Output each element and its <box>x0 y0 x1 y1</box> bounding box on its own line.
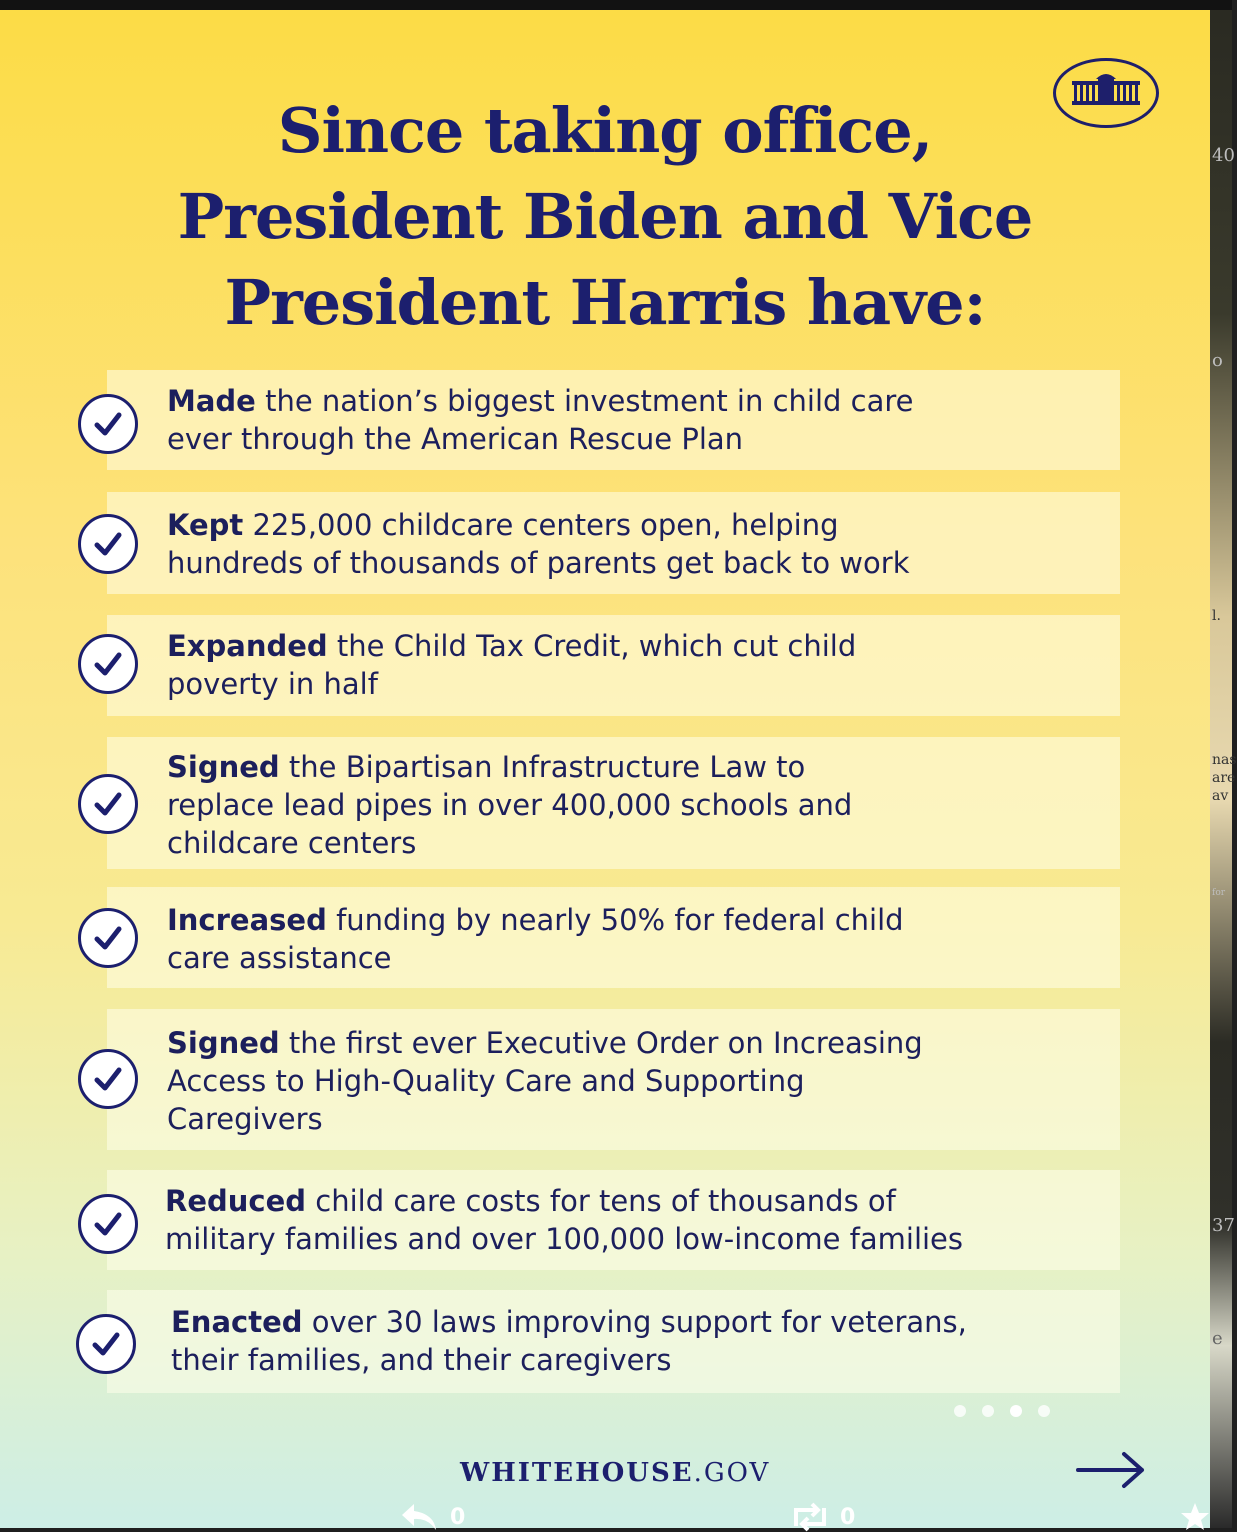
checkmark-icon <box>78 514 138 574</box>
item-text: Signed the Bipartisan Infrastructure Law to replace lead pipes in over 400,000 schools and childcare centers <box>167 750 853 860</box>
checkmark-icon <box>78 1049 138 1109</box>
item-lead: Kept <box>167 508 244 542</box>
item-lead: Signed <box>167 750 280 784</box>
star-icon <box>1180 1502 1210 1532</box>
title-line: President Biden and Vice <box>177 180 1033 253</box>
title-line: President Harris have: <box>224 266 986 339</box>
checkmark-icon <box>78 394 138 454</box>
checkmark-icon <box>78 634 138 694</box>
checkmark-icon <box>78 908 138 968</box>
item-text: Enacted over 30 laws improving support for veterans, their families, and their caregivers <box>171 1305 967 1377</box>
checkmark-icon <box>78 774 138 834</box>
carousel-dot[interactable] <box>1010 1405 1022 1417</box>
item-lead: Enacted <box>171 1305 303 1339</box>
item-text: Signed the first ever Executive Order on Increasing Access to High-Quality Care and Supporting Caregivers <box>167 1026 923 1136</box>
reply-button[interactable] <box>400 1502 465 1532</box>
list-item <box>107 615 1120 716</box>
list-item <box>107 1170 1120 1270</box>
reply-icon <box>400 1502 440 1532</box>
checkmark-icon <box>76 1314 136 1374</box>
carousel-dot[interactable] <box>1038 1405 1050 1417</box>
item-lead: Signed <box>167 1026 280 1060</box>
item-text: Reduced child care costs for tens of thousands of military families and over 100,000 low-income families <box>165 1184 964 1256</box>
item-text: Made the nation’s biggest investment in child care ever through the American Rescue Plan <box>167 384 914 456</box>
item-text: Kept 225,000 childcare centers open, helping hundreds of thousands of parents get back to work <box>167 508 910 580</box>
reply-count: 0 <box>450 1504 466 1530</box>
strip-fragment: o <box>1212 350 1223 371</box>
footer-url: WHITEHOUSE.GOV <box>460 1458 771 1488</box>
list-item <box>107 737 1120 869</box>
strip-fragment: 40 <box>1212 145 1235 166</box>
top-bar <box>0 0 1232 10</box>
strip-fragment: av <box>1212 788 1229 804</box>
strip-fragment: 37 <box>1212 1215 1235 1236</box>
item-lead: Made <box>167 384 256 418</box>
item-text: Expanded the Child Tax Credit, which cut child poverty in half <box>167 629 857 701</box>
strip-fragment: are <box>1212 770 1236 786</box>
list-item <box>107 887 1120 988</box>
list-item <box>107 1290 1120 1393</box>
page-title <box>100 88 1110 346</box>
list-item <box>107 370 1120 470</box>
strip-fragment: nas <box>1212 752 1237 768</box>
item-text: Increased funding by nearly 50% for federal child care assistance <box>167 903 904 975</box>
retweet-button[interactable] <box>790 1502 855 1532</box>
item-lead: Increased <box>167 903 327 937</box>
retweet-icon <box>790 1502 830 1532</box>
list-item <box>107 1009 1120 1150</box>
carousel-dot[interactable] <box>954 1405 966 1417</box>
title-line: Since taking office, <box>277 94 933 167</box>
right-arrow-icon[interactable] <box>1076 1448 1148 1496</box>
infographic-card <box>0 10 1210 1528</box>
item-lead: Expanded <box>167 629 328 663</box>
strip-fragment: for <box>1212 888 1226 898</box>
checkmark-icon <box>78 1194 138 1254</box>
retweet-count: 0 <box>840 1504 856 1530</box>
background-page-strip <box>1210 10 1237 1528</box>
carousel-dots[interactable] <box>954 1402 1066 1421</box>
strip-fragment: l. <box>1212 608 1221 624</box>
item-lead: Reduced <box>165 1184 307 1218</box>
favorite-button[interactable] <box>1180 1502 1210 1532</box>
strip-fragment: e <box>1212 1328 1223 1349</box>
list-item <box>107 492 1120 594</box>
carousel-dot[interactable] <box>982 1405 994 1417</box>
